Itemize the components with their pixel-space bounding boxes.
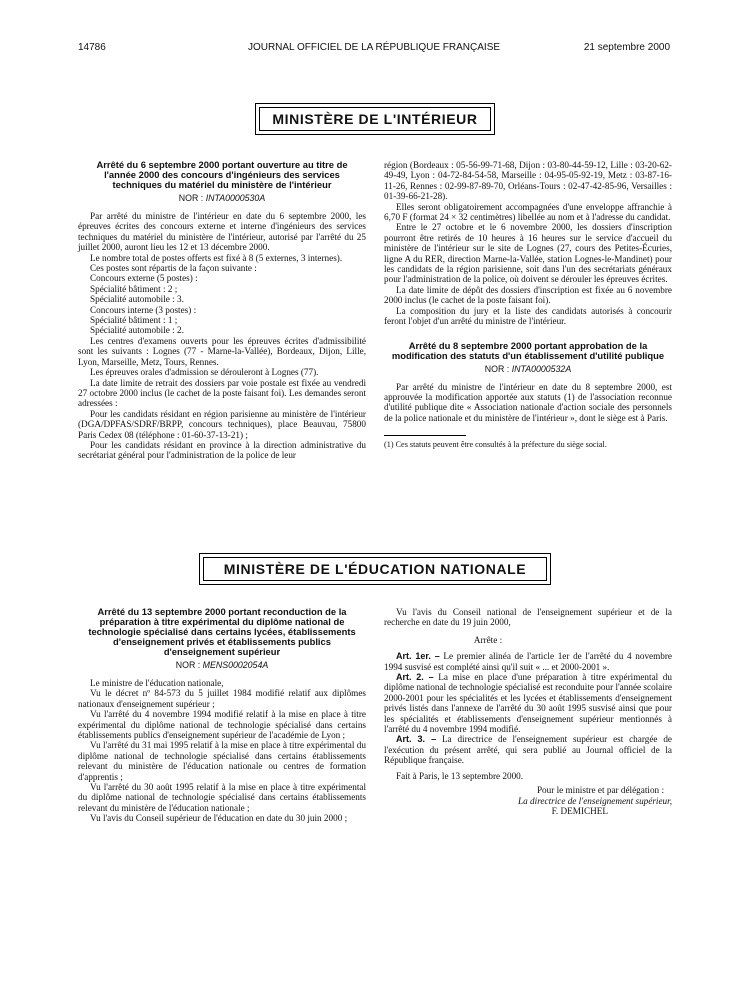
paragraph: Les épreuves orales d'admission se dérouleront à Lognes (77).: [90, 367, 319, 378]
section2-left-column: [78, 607, 366, 824]
section1-left-column: [78, 160, 366, 461]
paragraph: Par arrêté du ministre de l'intérieur en date du 6 septembre 2000, les épreuves écrites des concours externe et interne d'ingénieurs des services techniques du matériel du ministère de l'intérieur, autorisé par l'arrêté du 25 juillet 2000, auront lieu les 12 et 13 décembre 2000.: [78, 211, 366, 253]
arrete-1-title: Arrêté du 6 septembre 2000 portant ouverture au titre de l'année 2000 des concours d'ingénieurs des services techniques du matériel du ministère de l'intérieur: [96, 159, 348, 190]
paragraph: Fait à Paris, le 13 septembre 2000.: [396, 770, 524, 781]
ministry-education-title: MINISTÈRE DE L'ÉDUCATION NATIONALE: [203, 557, 547, 581]
paragraph: Vu l'arrêté du 31 mai 1995 relatif à la mise en place à titre expérimental du diplôme national de technologie spécialisé dans certains établissements relevant du ministère de l'éducation nationale ou centres de formation d'apprentis ;: [78, 740, 366, 782]
section2-right-column: [384, 607, 672, 816]
ministry-interieur-title: MINISTÈRE DE L'INTÉRIEUR: [259, 107, 491, 131]
paragraph: Vu l'avis du Conseil national de l'enseignement supérieur et de la recherche en date du 19 juin 2000,: [384, 607, 672, 628]
paragraph: Vu l'arrêté du 4 novembre 1994 modifié relatif à la mise en place à titre expérimental du diplôme national de technologie spécialisé dans certains établissements publics d'enseignement supérieur de l'académie de Lyon ;: [78, 709, 366, 741]
footnote: (1) Ces statuts peuvent être consultés à la préfecture du siège social.: [384, 440, 607, 450]
paragraph: Spécialité automobile : 2.: [90, 325, 184, 336]
paragraph: Vu l'arrêté du 30 août 1995 relatif à la mise en place à titre expérimental du diplôme national de technologie spécialisé dans certains établissements relevant du ministère de l'éducation nationale ;: [78, 782, 366, 813]
journal-title: JOURNAL OFFICIEL DE LA RÉPUBLIQUE FRANÇAISE: [247, 42, 501, 53]
paragraph: Concours interne (3 postes) :: [90, 304, 197, 315]
paragraph: Spécialité automobile : 3.: [90, 294, 184, 305]
issue-date: 21 septembre 2000: [583, 42, 670, 53]
paragraph: Entre le 27 octobre et le 6 novembre 2000, les dossiers d'inscription pourront être retirés de 10 heures à 16 heures sur le service d'accueil du ministère de l'intérieur sur le site de Lognes (27, cours des Petites-Écuries, ligne A du RER, direction Marne-la-Vallée, station Lognes-le-Mandinet) pour les candidats de la région parisienne, soit dans l'un des secrétariats généraux pour l'administration de la police, où doivent se dérouler les épreuves écrites.: [384, 222, 672, 285]
paragraph: Spécialité bâtiment : 1 ;: [90, 315, 178, 326]
section1-right-column: [384, 160, 672, 450]
paragraph: Par arrêté du ministre de l'intérieur en date du 8 septembre 2000, est approuvée la modification apportée aux statuts (1) de l'association reconnue d'utilité publique dite « Association nationale d'action sociale des personnels de la police nationale et du ministère de l'intérieur », dont le siège est à Paris.: [384, 381, 672, 423]
arrete-3-title: Arrêté du 13 septembre 2000 portant reconduction de la préparation à titre expérimental du diplôme national de technologie spécialisé dans certains lycées, établissements d'enseignement privés et établissements publics d'enseignement supérieur: [88, 606, 356, 657]
paragraph: Pour les candidats résidant en province à la direction administrative du secrétariat général pour l'administration de la police de leur: [78, 439, 366, 461]
page-header: [78, 42, 670, 56]
paragraph: Pour les candidats résidant en région parisienne au ministère de l'intérieur (DGA/DPFAS/SDRF/BRPP, concours techniques), place Beauvau, 75800 Paris Cedex 08 (téléphone : 01-60-37-13-21) ;: [78, 408, 366, 440]
arrete-3-nor: NOR : MENS0002054A: [175, 660, 269, 670]
paragraph: Ces postes sont répartis de la façon suivante :: [90, 263, 257, 274]
article-2: Art. 2. – La mise en place d'une préparation à titre expérimental du diplôme national de technologie spécialisé est reconduite pour l'année scolaire 2000-2001 pour les spécialités et les lycées et établissements d'enseignement privés listés dans l'annexe de l'arrêté du 30 août 1995 susvisé ainsi que pour les spécialités et établissements d'enseignement supérieur mentionnés à l'arrêté du 4 novembre 1994 modifié.: [384, 672, 672, 735]
paragraph: région (Bordeaux : 05-56-99-71-68, Dijon : 03-80-44-59-12, Lille : 03-20-62-49-49, Lyon : 04-72-84-54-58, Marseille : 04-95-05-92-19, Metz : 03-87-16-11-26, Rennes : 02-99-87-89-70, Orléans-Tours : 02-47-42-85-96, Versailles : 01-39-66-21-28).: [384, 160, 672, 202]
signature-line-2: La directrice de l'enseignement supérieur,: [518, 795, 672, 806]
paragraph: Vu le décret nº 84-573 du 5 juillet 1984 modifié relatif aux diplômes nationaux d'enseignement supérieur ;: [78, 688, 366, 709]
paragraph: Les centres d'examens ouverts pour les épreuves écrites d'admissibilité sont les suivants : Lognes (77 - Marne-la-Vallée), Bordeaux, Dijon, Lille, Lyon, Marseille, Metz, Tours, Rennes.: [78, 335, 366, 367]
paragraph: Spécialité bâtiment : 2 ;: [90, 283, 178, 294]
paragraph: Le nombre total de postes offerts est fixé à 8 (5 externes, 3 internes).: [90, 252, 343, 263]
paragraph: Elles seront obligatoirement accompagnées d'une enveloppe affranchie à 6,70 F (format 24 × 32 centimètres) libellée au nom et à l'adresse du candidat.: [384, 201, 672, 223]
article-3: Art. 3. – La directrice de l'enseignement supérieur est chargée de l'exécution du présent arrêté, qui sera publié au Journal officiel de la République française.: [384, 734, 673, 766]
paragraph: La composition du jury et la liste des candidats autorisés à concourir feront l'objet d'un arrêté du ministre de l'intérieur.: [384, 305, 672, 327]
page-number: 14786: [78, 42, 106, 53]
arrete-heading: Arrête :: [473, 634, 503, 645]
paragraph: Le ministre de l'éducation nationale,: [90, 678, 224, 688]
ministry-education-box: [199, 553, 551, 585]
article-1: Art. 1er. – Le premier alinéa de l'article 1er de l'arrêté du 4 novembre 1994 susvisé est complété ainsi qu'il suit « ... et 2000-2001 ».: [384, 651, 672, 672]
arrete-2-nor: NOR : INTA0000532A: [484, 363, 572, 374]
paragraph: Concours externe (5 postes) :: [90, 273, 198, 284]
arrete-1-nor: NOR : INTA0000530A: [178, 193, 266, 203]
paragraph: La date limite de retrait des dossiers par voie postale est fixée au vendredi 27 octobre 2000 inclus (le cachet de la poste faisant foi). Les demandes seront adressées :: [78, 377, 366, 409]
paragraph: La date limite de dépôt des dossiers d'inscription est fixée au 6 novembre 2000 inclus (le cachet de la poste faisant foi).: [384, 284, 672, 306]
ministry-interieur-box: [255, 103, 495, 135]
signature-name: F. DEMICHEL: [551, 805, 608, 816]
paragraph: Vu l'avis du Conseil supérieur de l'éducation en date du 30 juin 2000 ;: [90, 813, 348, 824]
arrete-2-title: Arrêté du 8 septembre 2000 portant approbation de la modification des statuts d'un établissement d'utilité publique: [391, 339, 665, 361]
footnote-separator: [384, 435, 466, 436]
signature-line-1: Pour le ministre et par délégation :: [536, 785, 664, 796]
